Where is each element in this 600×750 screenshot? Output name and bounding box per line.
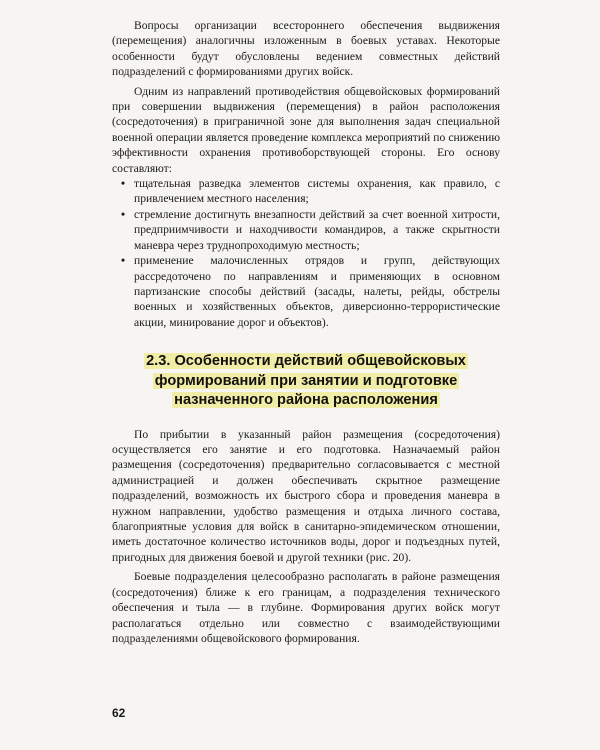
bullet-item-2: • стремление достигнуть внезапности действий за счет военной хитрости, предприимчивости и находчивости командиров, а также скрытности маневра через труднопроходимую местность; xyxy=(112,207,500,253)
heading-line-3: назначенного района расположения xyxy=(174,392,438,409)
paragraph-4: Боевые подразделения целесообразно располагать в районе размещения (сосредоточения) ближе к его границам, а подразделения технического обеспечения и тыла — в глубине. Формирования других войск могут располагаться отдельно или совместно с взаимодействующими подразделениями общевойскового формирования. xyxy=(112,570,500,645)
section-heading xyxy=(112,352,500,411)
bullet-list xyxy=(112,176,500,330)
bullet-item-1: • тщательная разведка элементов системы охранения, как правило, с привлечением местного населения; xyxy=(112,176,500,207)
heading-line-1: 2.3. Особенности действий общевойсковых xyxy=(146,353,466,370)
page-text xyxy=(112,18,500,646)
page-number: 62 xyxy=(112,706,126,720)
paragraph-1: Вопросы организации всестороннего обеспечения выдвижения (перемещения) аналогичны изложенным в боевых уставах. Некоторые особенности будут обусловлены ведением совместных действий подразделений с формированиями других войск. xyxy=(112,19,500,79)
heading-line-2: формирований при занятии и подготовке xyxy=(154,372,458,389)
bullet-item-3: • применение малочисленных отрядов и групп, действующих рассредоточено по направлениям и применяющих в основном партизанские способы действий (засады, налеты, рейды, обстрелы военных и хозяйственных объектов, диверсионно-террористические акции, минирование дорог и объектов). xyxy=(112,253,500,330)
paragraph-2: Одним из направлений противодействия общевойсковых формирований при совершении выдвижения (перемещения) в район расположения (сосредоточения) в приграничной зоне для выполнения задач специальной военной операции является проведение комплекса мероприятий по снижению эффективности охранения противоборствующей стороны. Его основу составляют: xyxy=(112,84,500,175)
paragraph-3: По прибытии в указанный район размещения (сосредоточения) осуществляется его занятие и его подготовка. Назначаемый район размещения (сосредоточения) предварительно согласовывается с местной администрацией и должен обеспечивать скрытное размещение подразделений, возможность их быстрого сбора и проведения маневра в нужном направлении, удобство размещения и отдыха личного состава, благоприятные условия для войск в санитарно-эпидемическом отношении, иметь достаточное количество источников воды, дорог и подъездных путей, пригодных для движения боевой и другой техники (рис. 20). xyxy=(112,427,500,564)
